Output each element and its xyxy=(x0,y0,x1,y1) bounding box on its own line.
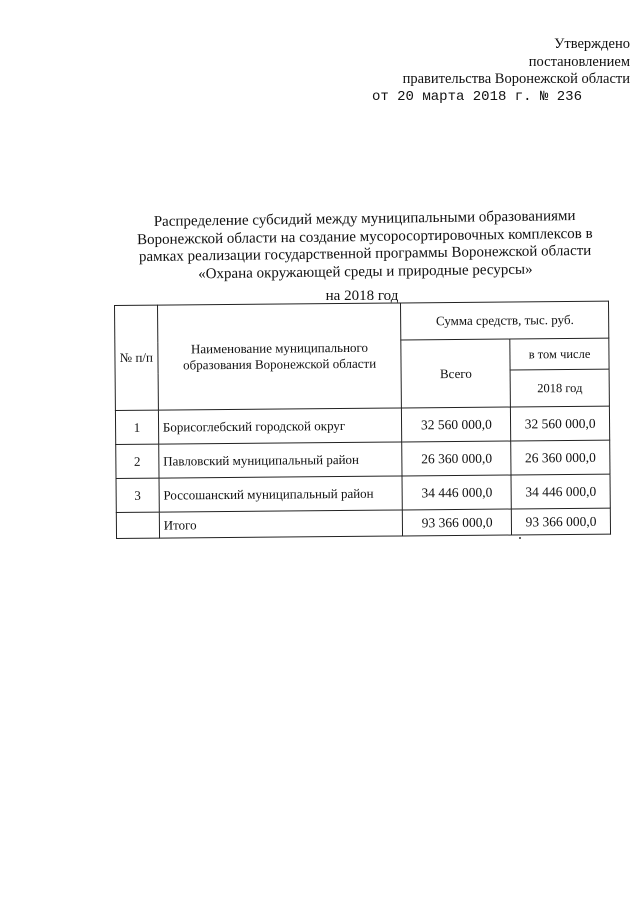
row-municipality: Борисоглебский городской округ xyxy=(158,408,402,444)
table-row xyxy=(116,474,610,512)
approval-stamp xyxy=(372,36,630,106)
row-number: 3 xyxy=(116,478,159,512)
row-total: 32 560 000,0 xyxy=(402,407,511,442)
total-row-total: 93 366 000,0 xyxy=(403,509,512,536)
title-line-1: Распределение субсидий между муниципальными образованиями xyxy=(153,208,576,230)
row-year-amount: 34 446 000,0 xyxy=(511,474,610,509)
header-sum: Сумма средств, тыс. руб. xyxy=(401,301,609,340)
title-line-2: Воронежской области на создание мусоросортировочных комплексов в xyxy=(136,225,593,248)
total-row-year-amount: 93 366 000,0 xyxy=(511,508,610,535)
row-total: 26 360 000,0 xyxy=(402,441,511,476)
header-number: № п/п xyxy=(115,305,159,410)
title-line-4: «Охрана окружающей среды и природные ресурсы» xyxy=(198,261,533,283)
total-row-number-cell xyxy=(116,512,159,538)
header-year: 2018 год xyxy=(510,369,609,407)
table-total-row xyxy=(116,508,610,538)
row-total: 34 446 000,0 xyxy=(402,475,511,510)
table-row xyxy=(115,406,609,444)
subsidies-table xyxy=(114,301,611,539)
header-municipality-name: Наименование муниципального образования Воронежской области xyxy=(157,303,402,410)
approval-date-number: от 20 марта 2018 г. № 236 xyxy=(371,88,582,105)
document-title xyxy=(115,208,616,285)
title-line-3: рамках реализации государственной программы Воронежской области xyxy=(138,243,592,266)
row-year-amount: 26 360 000,0 xyxy=(511,440,610,475)
approval-line-approved: Утверждено xyxy=(554,36,630,52)
row-number: 1 xyxy=(115,410,158,444)
title-year: на 2018 год xyxy=(325,288,399,304)
total-row-label: Итого xyxy=(159,510,403,538)
header-total: Всего xyxy=(401,339,510,408)
row-municipality: Павловский муниципальный район xyxy=(159,442,403,478)
scan-speck xyxy=(519,537,521,539)
header-including: в том числе xyxy=(510,338,609,370)
approval-line-government: правительства Воронежской области xyxy=(402,71,630,87)
row-year-amount: 32 560 000,0 xyxy=(511,406,610,441)
row-municipality: Россошанский муниципальный район xyxy=(159,476,403,512)
row-number: 2 xyxy=(116,444,159,478)
table-row xyxy=(116,440,610,478)
table-header-row xyxy=(115,301,609,342)
approval-line-resolution: постановлением xyxy=(528,53,630,70)
